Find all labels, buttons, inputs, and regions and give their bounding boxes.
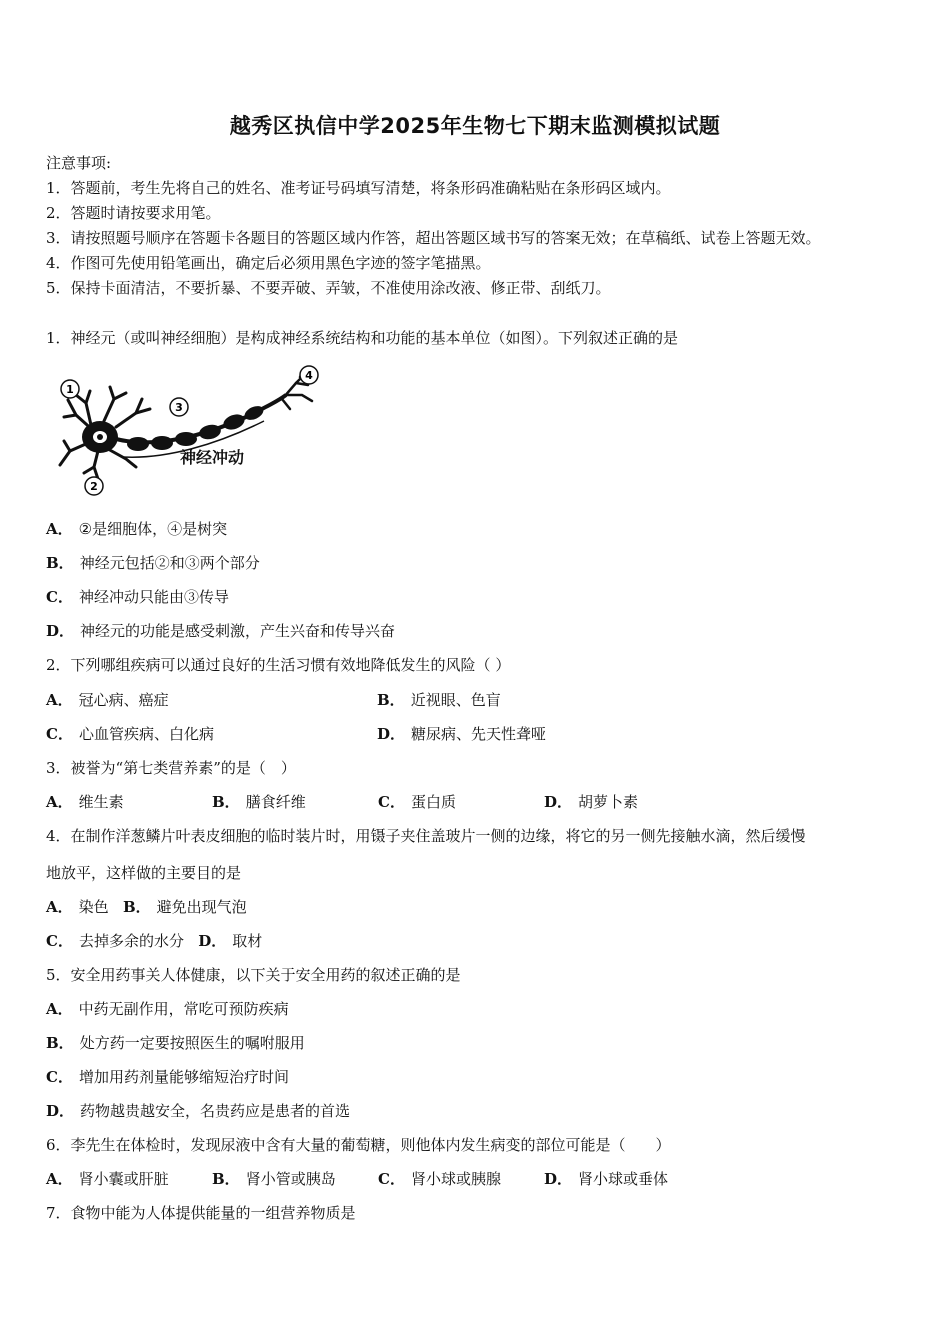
option-label: D． [46, 622, 75, 640]
q5-option-b [46, 1032, 305, 1053]
question-5-stem: 5．安全用药事关人体健康，以下关于安全用药的叙述正确的是 [46, 966, 461, 984]
option-label: B． [46, 554, 74, 572]
notice-item-5: 5．保持卡面清洁，不要折暴、不要弄破、弄皱，不准使用涂改液、修正带、刮纸刀。 [46, 279, 611, 297]
label-2: 2 [90, 480, 98, 493]
option-label: B． [46, 1034, 74, 1052]
option-label: C． [46, 725, 73, 743]
option-text: 药物越贵越安全，名贵药应是患者的首选 [80, 1102, 351, 1120]
q6-option-c [378, 1168, 544, 1189]
option-label: B． [122, 898, 151, 916]
option-label: D． [46, 1102, 75, 1120]
q3-option-a [46, 791, 212, 812]
option-text: 冠心病、癌症 [78, 691, 169, 709]
neuron-illustration [46, 355, 338, 500]
option-label: D． [198, 932, 227, 950]
q5-option-c [46, 1066, 289, 1087]
question-4-stem-line-2: 地放平，这样做的主要目的是 [46, 864, 242, 882]
notice-item-3: 3．请按照题号顺序在答题卡各题目的答题区域内作答，超出答题区域书写的答案无效；在草稿纸、试卷上答题无效。 [46, 229, 821, 247]
option-text: 糖尿病、先天性聋哑 [411, 725, 547, 743]
option-text: 肾小球或垂体 [578, 1170, 669, 1188]
option-label: C． [46, 932, 73, 950]
option-label: A． [46, 691, 73, 709]
q1-option-b [46, 552, 260, 573]
option-text: 神经元的功能是感受刺激，产生兴奋和传导兴奋 [80, 622, 396, 640]
q6-options [46, 1168, 710, 1189]
option-text: 肾小囊或肝脏 [78, 1170, 169, 1188]
option-text: 神经元包括②和③两个部分 [79, 554, 260, 572]
page-title: 越秀区执信中学2025年生物七下期末监测模拟试题 [229, 114, 721, 138]
q6-option-d [544, 1168, 710, 1189]
q2-option-d [377, 723, 546, 744]
option-label: B． [212, 1170, 240, 1188]
option-text: ②是细胞体，④是树突 [78, 520, 228, 538]
option-text: 肾小球或胰腺 [410, 1170, 501, 1188]
option-text: 膳食纤维 [245, 793, 306, 811]
q6-option-b [212, 1168, 378, 1189]
option-text: 去掉多余的水分 [78, 932, 184, 950]
option-text: 中药无副作用，常吃可预防疾病 [78, 1000, 289, 1018]
option-text: 心血管疾病、白化病 [78, 725, 214, 743]
option-label: A． [46, 793, 73, 811]
notice-item-1: 1．答题前，考生先将自己的姓名、准考证号码填写清楚，将条形码准确粘贴在条形码区域内。 [46, 179, 671, 197]
option-label: B． [212, 793, 240, 811]
q3-option-c [378, 791, 544, 812]
q6-option-a [46, 1168, 212, 1189]
question-3-stem: 3．被誉为“第七类营养素”的是（ ） [46, 759, 296, 777]
option-label: C． [378, 1170, 405, 1188]
q3-option-b [212, 791, 378, 812]
question-4-stem-line-1: 4．在制作洋葱鳞片叶表皮细胞的临时装片时，用镊子夹住盖玻片一侧的边缘，将它的另一侧先接触水滴，然后缓慢 [46, 827, 806, 845]
question-1-stem: 1．神经元（或叫神经细胞）是构成神经系统结构和功能的基本单位（如图）。下列叙述正确的是 [46, 329, 679, 347]
label-1: 1 [66, 383, 74, 396]
q1-option-c [46, 586, 229, 607]
option-label: D． [377, 725, 406, 743]
option-text: 蛋白质 [410, 793, 456, 811]
q5-option-a [46, 998, 289, 1019]
figure-caption: 神经冲动 [180, 448, 245, 467]
option-label: A． [46, 898, 73, 916]
option-text: 维生素 [78, 793, 124, 811]
option-label: C． [46, 1068, 73, 1086]
q3-option-d [544, 791, 710, 812]
question-6-stem: 6．李先生在体检时，发现尿液中含有大量的葡萄糖，则他体内发生病变的部位可能是（ ） [46, 1136, 671, 1154]
option-label: B． [377, 691, 405, 709]
q3-options [46, 791, 710, 812]
question-2-stem: 2．下列哪组疾病可以通过良好的生活习惯有效地降低发生的风险（ ） [46, 656, 511, 674]
option-text: 增加用药剂量能够缩短治疗时间 [78, 1068, 289, 1086]
option-text: 取材 [232, 932, 263, 950]
q4-options-row-2 [46, 930, 262, 951]
option-label: C． [46, 588, 73, 606]
option-label: A． [46, 520, 73, 538]
q4-options-row-1 [46, 896, 247, 917]
notice-heading: 注意事项: [46, 154, 112, 172]
option-text: 近视眼、色盲 [410, 691, 501, 709]
neuron-figure [46, 355, 338, 500]
notice-item-4: 4．作图可先使用铅笔画出，确定后必须用黑色字迹的签字笔描黑。 [46, 254, 491, 272]
q5-option-d [46, 1100, 350, 1121]
option-label: C． [378, 793, 405, 811]
option-label: D． [544, 793, 573, 811]
option-text: 神经冲动只能由③传导 [78, 588, 229, 606]
q2-option-c [46, 723, 214, 744]
option-text: 处方药一定要按照医生的嘱咐服用 [79, 1034, 305, 1052]
option-text: 肾小管或胰岛 [245, 1170, 336, 1188]
option-label: A． [46, 1000, 73, 1018]
notice-item-2: 2．答题时请按要求用笔。 [46, 204, 221, 222]
option-text: 染色 [78, 898, 109, 916]
label-3: 3 [175, 401, 183, 414]
option-text: 胡萝卜素 [578, 793, 639, 811]
q2-options-row-1 [46, 689, 169, 710]
option-label: D． [544, 1170, 573, 1188]
label-4: 4 [305, 369, 313, 382]
option-label: A． [46, 1170, 73, 1188]
q1-option-d [46, 620, 395, 641]
question-7-stem: 7．食物中能为人体提供能量的一组营养物质是 [46, 1204, 356, 1222]
option-text: 避免出现气泡 [156, 898, 247, 916]
q1-option-a [46, 518, 227, 539]
q2-option-b [377, 689, 501, 710]
